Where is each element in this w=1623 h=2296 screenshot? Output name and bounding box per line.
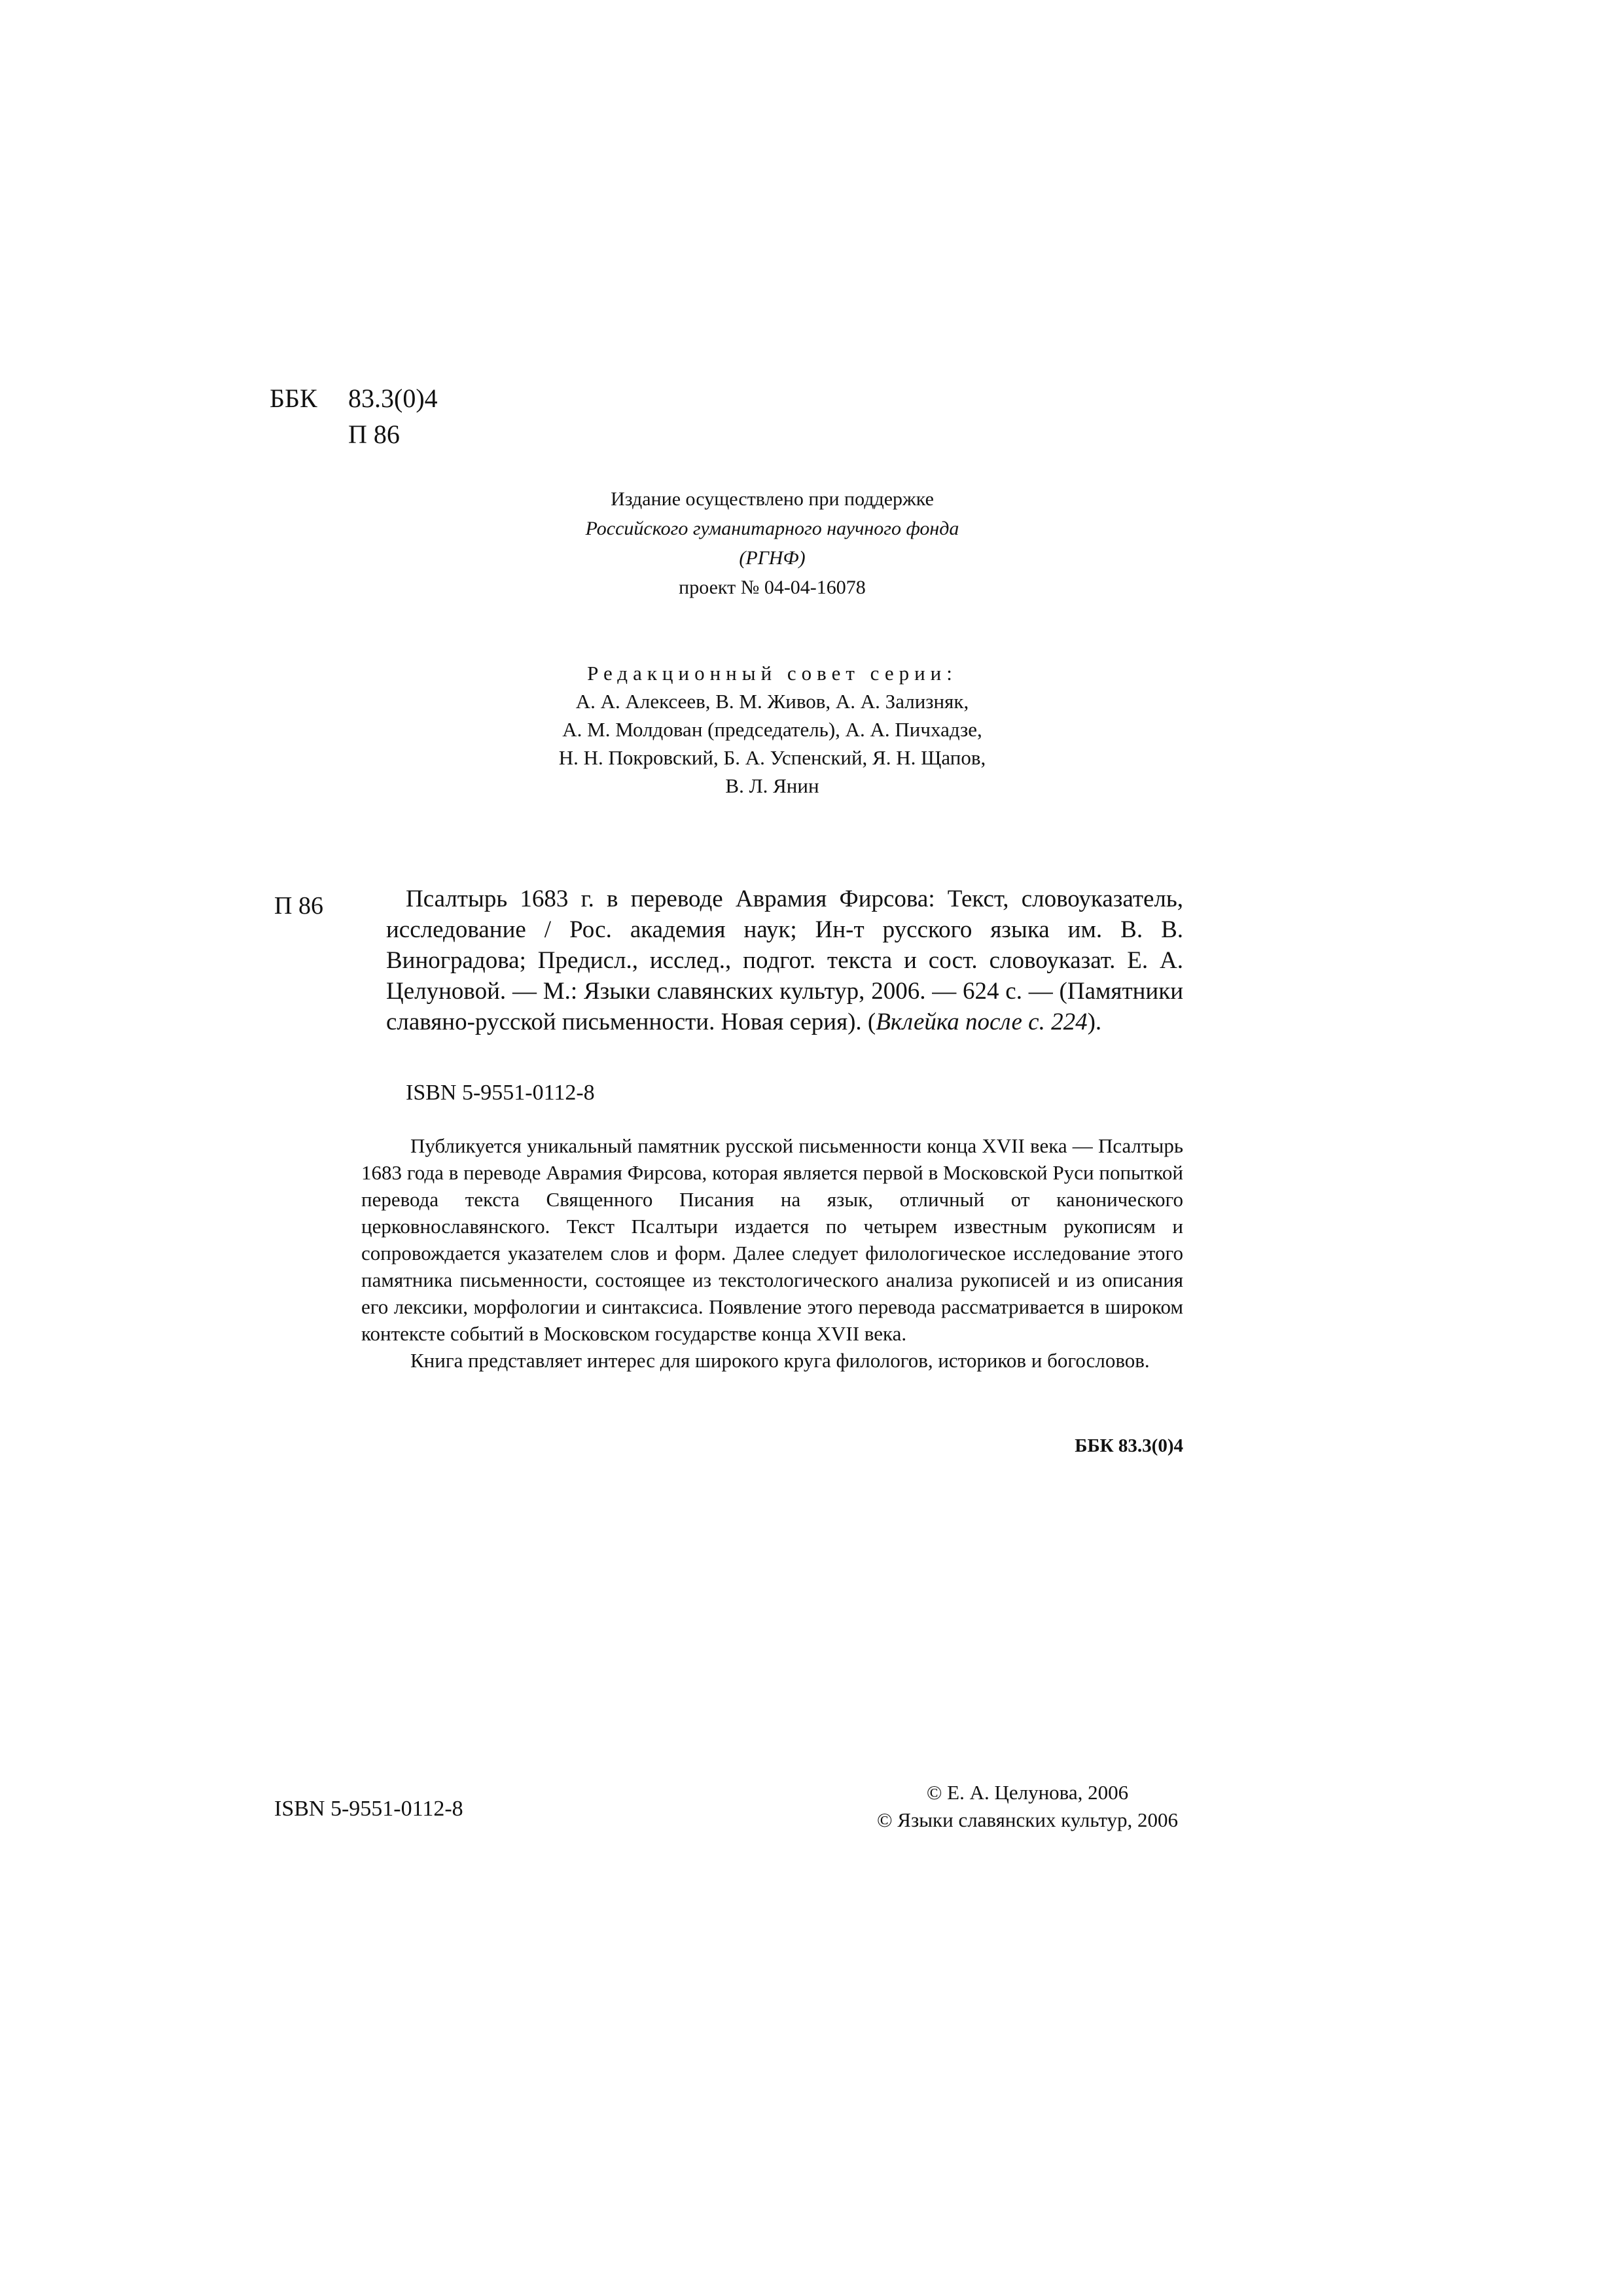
funding-line-3: (РГНФ) bbox=[739, 547, 806, 569]
entry-mark: П 86 bbox=[274, 892, 323, 920]
funding-project-number: проект № 04-04-16078 bbox=[679, 577, 866, 598]
bibliographic-entry bbox=[386, 884, 1183, 1037]
annotation-paragraph-2: Книга представляет интерес для широкого круга филологов, историков и богословов. bbox=[410, 1349, 1150, 1372]
annotation-bbk: ББК 83.3(0)4 bbox=[1075, 1435, 1183, 1456]
council-line-2: А. М. Молдован (председатель), А. А. Пичхадзе, bbox=[562, 718, 982, 741]
entry-insert-note: Вклейка после с. 224 bbox=[876, 1009, 1088, 1035]
copyright-author: © Е. А. Целунова, 2006 bbox=[926, 1781, 1129, 1804]
funding-line-1: Издание осуществлено при поддержке bbox=[611, 488, 934, 510]
author-mark: П 86 bbox=[348, 420, 400, 449]
bbk-code: 83.3(0)4 bbox=[348, 384, 438, 413]
annotation bbox=[361, 1132, 1183, 1374]
entry-isbn: ISBN 5-9551-0112-8 bbox=[406, 1081, 595, 1105]
entry-tail: ). bbox=[1087, 1009, 1102, 1035]
council-heading: Редакционный совет серии: bbox=[587, 662, 957, 685]
council-line-4: В. Л. Янин bbox=[725, 774, 819, 797]
bbk-label: ББК bbox=[270, 384, 317, 413]
entry-text: Псалтырь 1683 г. в переводе Аврамия Фирсова: Текст, словоуказатель, исследование / Рос. академия наук; Ин-т русского языка им. В. В. Виноградова; Предисл., исслед., подгот. текста и сост. словоуказат. Е. А. Целуновой. — М.: Языки славянских культур, 2006. — 624 с. — (Памятники славяно-русской письменности. Новая серия). ( bbox=[386, 886, 1183, 1035]
funding-line-2: Российского гуманитарного научного фонда bbox=[585, 518, 959, 539]
copyright-publisher: © Языки славянских культур, 2006 bbox=[876, 1808, 1178, 1831]
council-line-3: Н. Н. Покровский, Б. А. Успенский, Я. Н. Щапов, bbox=[558, 746, 986, 769]
editorial-council bbox=[471, 659, 1073, 800]
footer-isbn: ISBN 5-9551-0112-8 bbox=[274, 1797, 463, 1821]
annotation-paragraph-1: Публикуется уникальный памятник русской письменности конца XVII века — Псалтырь 1683 года в переводе Аврамия Фирсова, которая является первой в Московской Руси попыткой перевода текста Священного Писания на язык, отличный от канонического церковнославянского. Текст Псалтыри издается по четырем известным рукописям и сопровождается указателем слов и форм. Далее следует филологическое исследование этого памятника письменности, состоящее из текстологического анализа рукописей и из описания его лексики, морфологии и синтаксиса. Появление этого перевода рассматривается в широком контексте событий в Московском государстве конца XVII века. bbox=[361, 1134, 1183, 1345]
funding-note bbox=[497, 484, 1047, 602]
copyright-block bbox=[851, 1779, 1204, 1834]
council-line-1: А. А. Алексеев, В. М. Живов, А. А. Зализняк, bbox=[575, 690, 969, 713]
